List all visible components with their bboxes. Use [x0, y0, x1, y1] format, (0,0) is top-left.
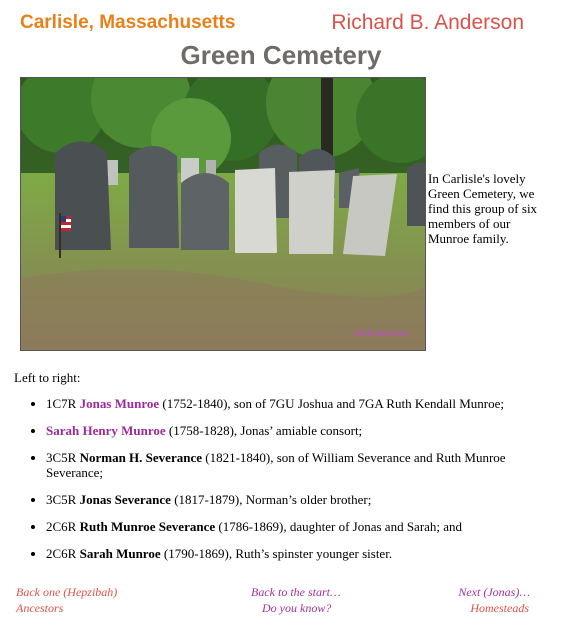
person-code: 2C6R: [46, 519, 80, 534]
person-details: (1752-1840), son of 7GU Joshua and 7GA Ruth Kendall Munroe;: [159, 396, 504, 411]
person-code: 2C6R: [46, 546, 80, 561]
do-you-know-link[interactable]: Do you know?: [262, 601, 332, 615]
person-name: Norman H. Severance: [79, 450, 202, 465]
list-item: [46, 519, 540, 534]
list-item: [46, 396, 540, 411]
back-one-link[interactable]: Back one (Hepzibah): [16, 585, 118, 599]
author-heading: Richard B. Anderson: [331, 11, 524, 34]
next-link[interactable]: Next (Jonas)…: [458, 585, 530, 599]
person-details: (1758-1828), Jonas’ amiable consort;: [165, 423, 363, 438]
list-item: [46, 450, 540, 480]
person-code: 3C5R: [46, 450, 80, 465]
person-link-sarah-henry-munroe[interactable]: Sarah Henry Munroe: [46, 423, 166, 438]
person-code: 3C5R: [46, 492, 80, 507]
photo-credit: ©R.B.Anderson: [352, 328, 409, 338]
homesteads-link[interactable]: Homesteads: [470, 601, 529, 615]
person-details: (1821-1840), son of William Severance and Ruth Munroe Severance;: [46, 450, 506, 480]
person-name: Sarah Munroe: [79, 546, 161, 561]
person-details: (1786-1869), daughter of Jonas and Sarah; and: [215, 519, 463, 534]
person-link-jonas-munroe[interactable]: Jonas Munroe: [79, 396, 160, 411]
photo-caption: In Carlisle's lovely Green Cemetery, we find this group of six members of our Munroe family.: [428, 171, 538, 246]
ancestors-link[interactable]: Ancestors: [16, 601, 64, 615]
back-to-start-link[interactable]: Back to the start…: [251, 585, 341, 599]
intro-text: Left to right:: [14, 370, 81, 385]
person-name: Ruth Munroe Severance: [79, 519, 216, 534]
list-item: [46, 546, 540, 561]
people-list: [0, 386, 540, 561]
list-item: [46, 492, 540, 507]
person-details: (1790-1869), Ruth’s spinster younger sister.: [160, 546, 393, 561]
person-code: 1C7R: [46, 396, 80, 411]
list-item: [46, 423, 540, 438]
cemetery-photo: [20, 77, 426, 351]
person-details: (1817-1879), Norman’s older brother;: [170, 492, 372, 507]
place-heading: Carlisle, Massachusetts: [20, 12, 236, 33]
person-name: Jonas Severance: [79, 492, 171, 507]
page-title: Green Cemetery: [180, 40, 382, 70]
cemetery-photo-illustration: [21, 78, 425, 350]
